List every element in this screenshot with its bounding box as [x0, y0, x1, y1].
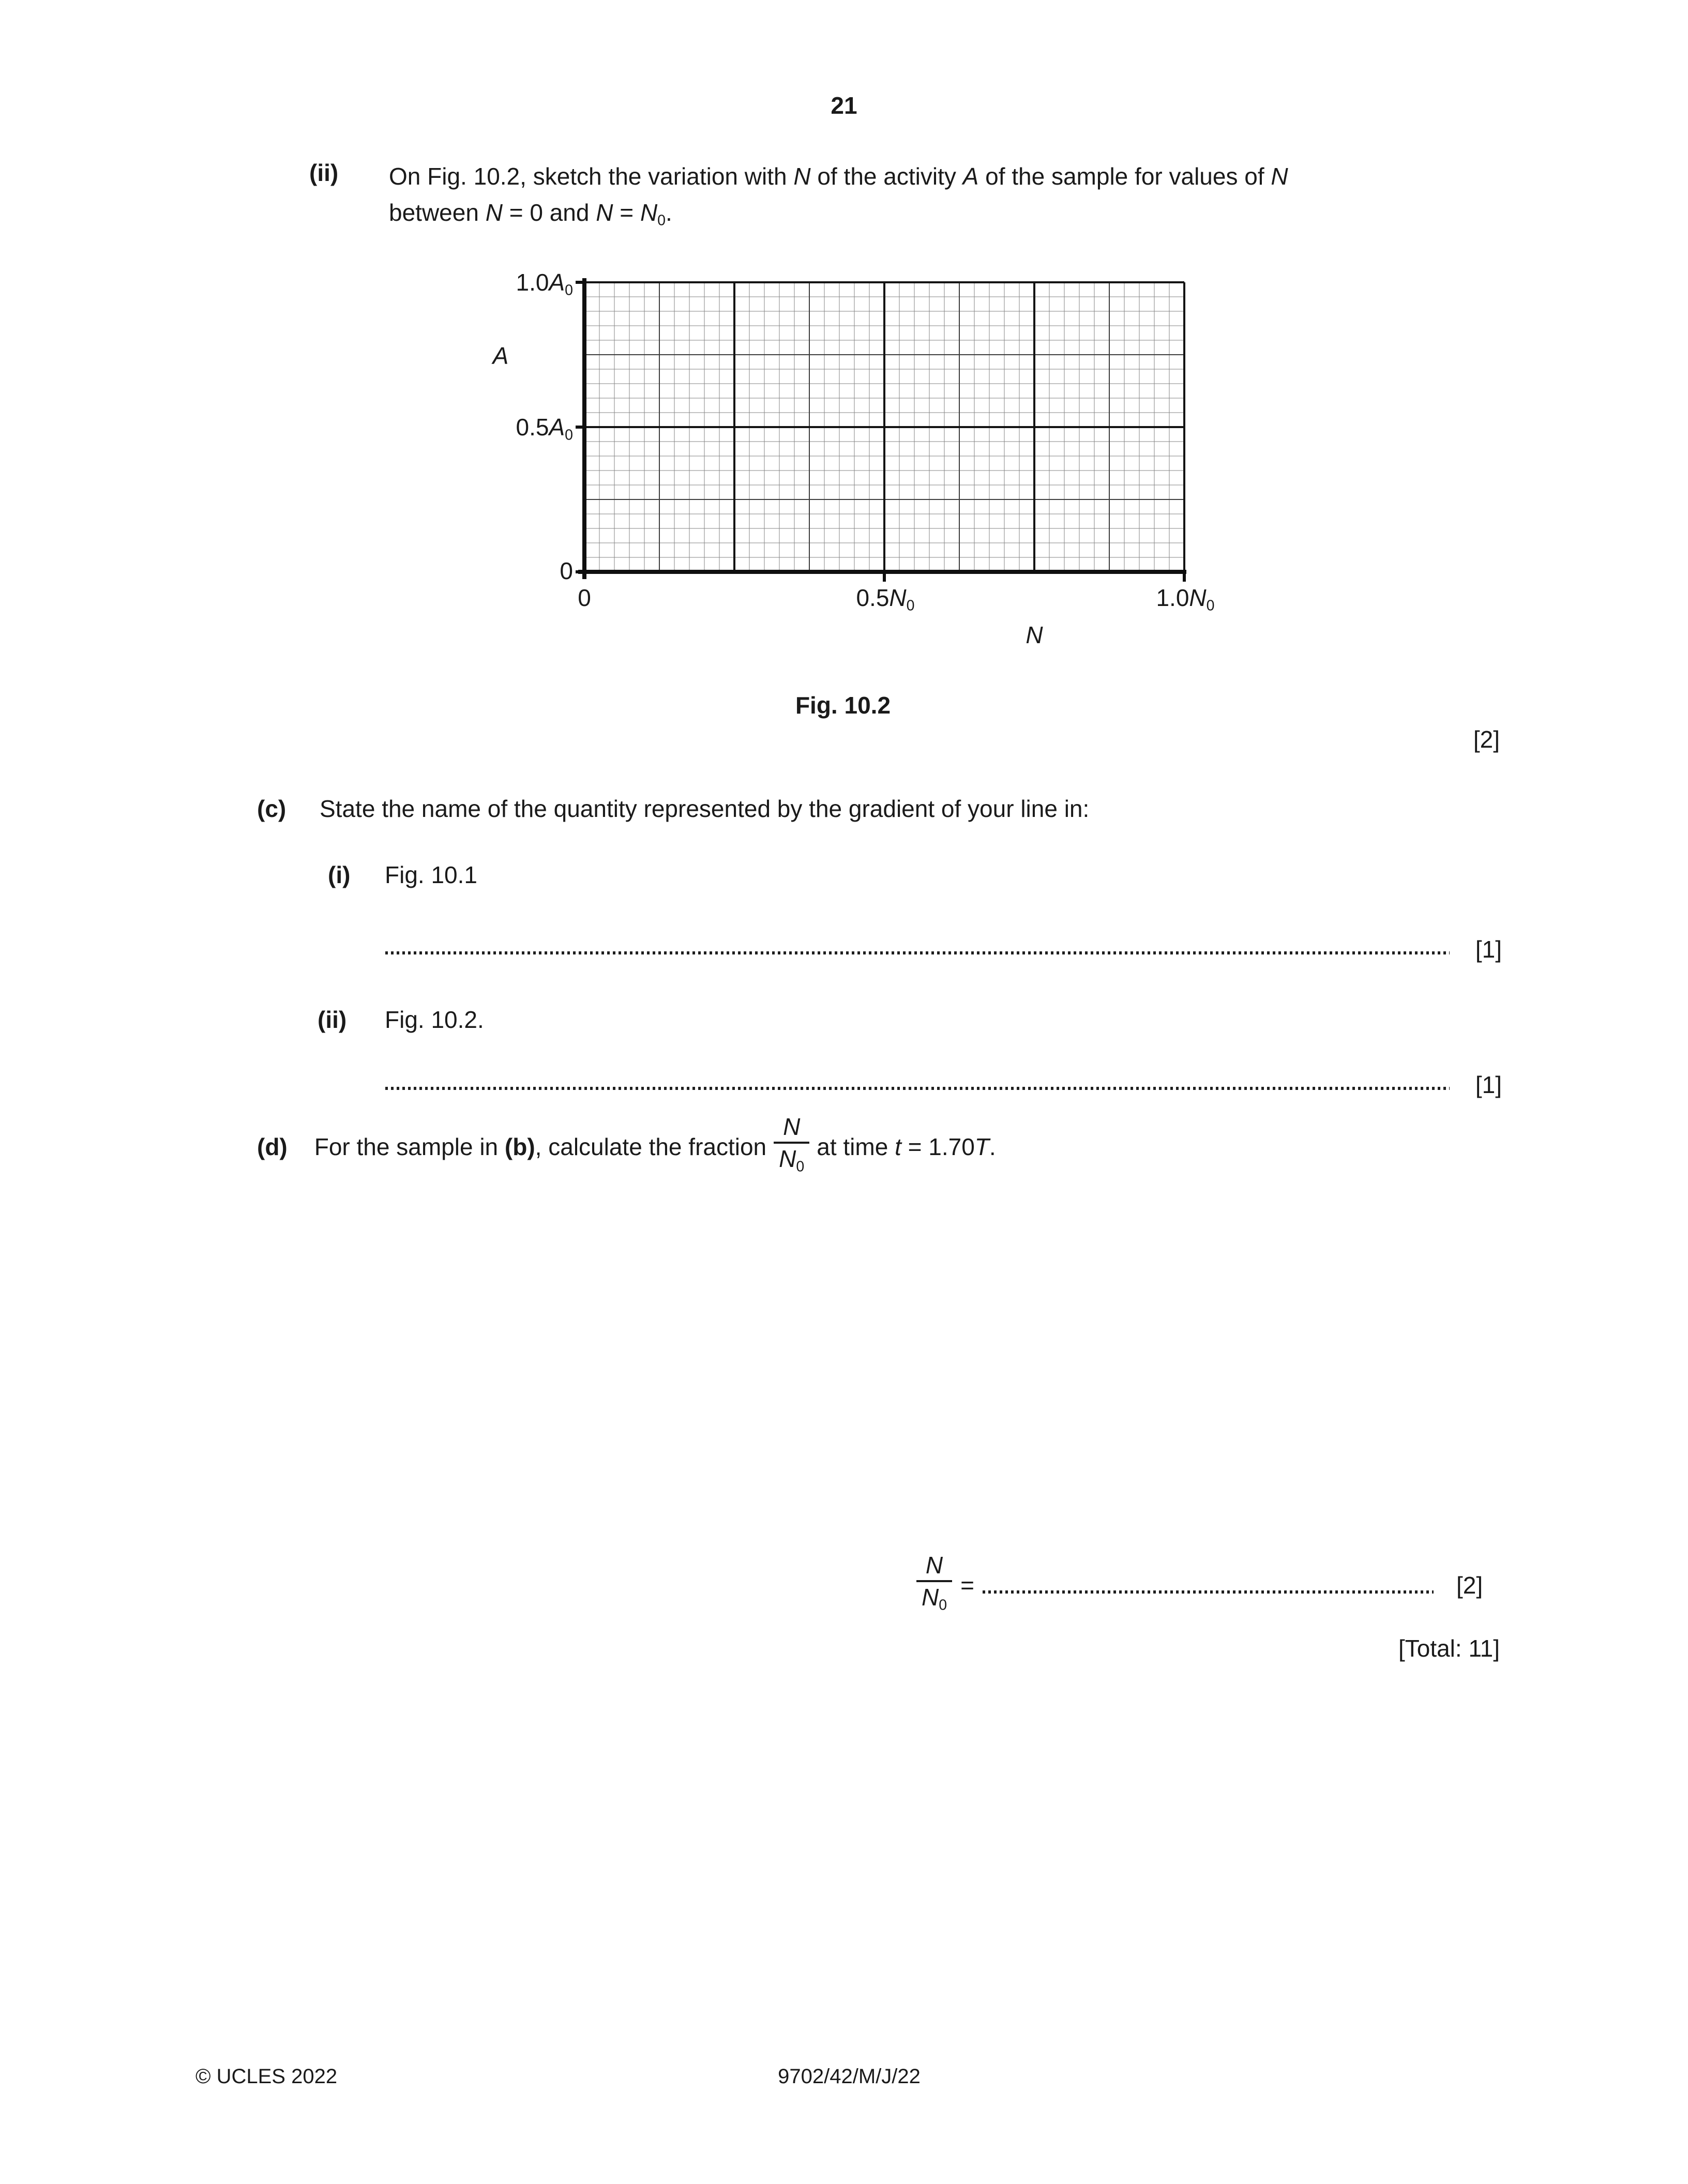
- part-c-text: State the name of the quantity represented by the gradient of your line in:: [320, 795, 1090, 822]
- question-ii-line1: On Fig. 10.2, sketch the variation with N of the activity A of the sample for values of N: [389, 163, 1288, 190]
- part-d-text-after: at time t = 1.70T.: [817, 1133, 996, 1160]
- answer-line-c-i[interactable]: [385, 951, 1450, 954]
- footer-copyright: © UCLES 2022: [195, 2065, 338, 2088]
- answer-fraction-numerator: N: [925, 1552, 943, 1579]
- part-d-label: (d): [257, 1133, 288, 1160]
- marks-d: [2]: [1456, 1572, 1483, 1599]
- y-tick-label-mid: 0.5A0: [516, 414, 573, 444]
- x-axis-label: N: [1026, 621, 1043, 648]
- footer-paper-code: 9702/42/M/J/22: [778, 2065, 921, 2088]
- x-tick-label-mid: 0.5N0: [856, 584, 915, 614]
- y-tick-label-zero: 0: [560, 557, 573, 584]
- part-c-label: (c): [257, 795, 287, 822]
- part-c-i-label: (i): [328, 861, 351, 888]
- part-d-text-before: For the sample in (b), calculate the fraction: [314, 1133, 767, 1160]
- question-ii-label: (ii): [309, 159, 339, 186]
- fraction-denominator: N0: [774, 1142, 809, 1180]
- answer-line-c-ii[interactable]: [385, 1087, 1450, 1090]
- fraction-numerator: N: [783, 1113, 801, 1141]
- sketch-grid[interactable]: [575, 278, 1194, 584]
- part-d-answer-line: [916, 1544, 1483, 1627]
- question-ii-line2: between N = 0 and N = N0.: [389, 199, 672, 229]
- x-tick-label-end: 1.0N0: [1156, 584, 1215, 614]
- marks-c-ii: [1]: [1475, 1071, 1502, 1098]
- part-c-i-text: Fig. 10.1: [385, 861, 477, 888]
- part-c-ii-label: (ii): [318, 1006, 347, 1033]
- answer-fraction-denominator: N0: [916, 1580, 952, 1618]
- marks-b-ii: [2]: [1473, 726, 1500, 753]
- x-tick-label-zero: 0: [578, 584, 591, 611]
- equals-sign: =: [960, 1572, 974, 1599]
- answer-line-d[interactable]: [983, 1590, 1434, 1594]
- part-c-ii-text: Fig. 10.2.: [385, 1006, 484, 1033]
- page-number: 21: [831, 92, 857, 119]
- question-ii-text: [389, 158, 1506, 239]
- fraction-n-over-n0: [774, 1114, 809, 1180]
- y-axis-label: A: [492, 342, 509, 369]
- figure-caption: Fig. 10.2: [795, 692, 891, 719]
- answer-fraction-n-over-n0: [916, 1552, 952, 1618]
- y-tick-label-top: 1.0A0: [516, 269, 573, 299]
- marks-c-i: [1]: [1475, 936, 1502, 963]
- part-d-line: [257, 1105, 996, 1188]
- total-marks: [Total: 11]: [1398, 1635, 1500, 1662]
